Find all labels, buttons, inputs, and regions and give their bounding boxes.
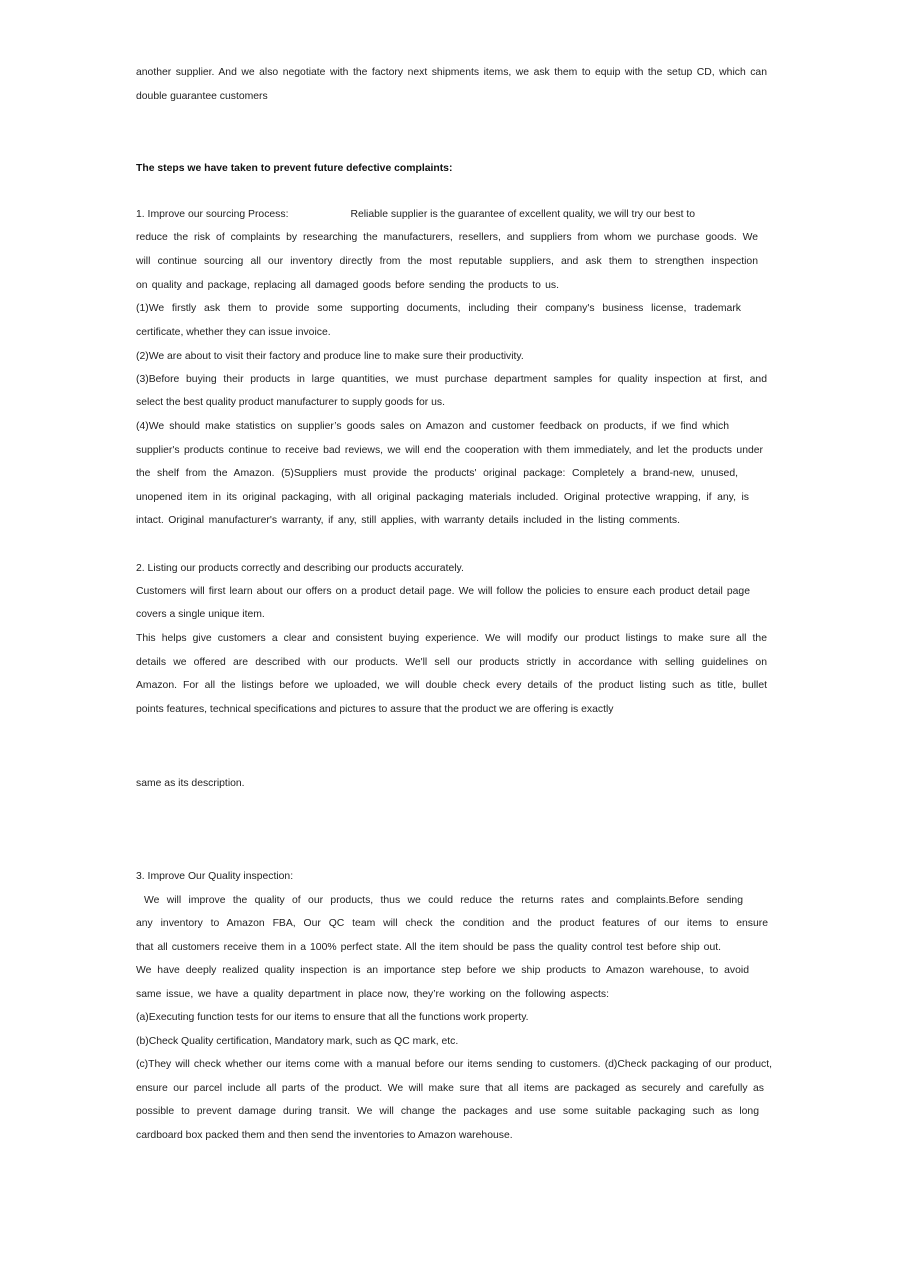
intro-line-1: another supplier. And we also negotiate with the factory next shipments items, we ask them to equip with the setup CD, which can (136, 67, 767, 78)
section1-first-line (136, 208, 695, 222)
section-heading: The steps we have taken to prevent future defective complaints: (136, 163, 453, 174)
section1-line: Reliable supplier is the guarantee of excellent quality, we will try our best to (350, 209, 696, 220)
section2-line: details we offered are described with our products. We'll sell our products strictly in accordance with selling guidelines on (136, 657, 767, 668)
section1-line: (4)We should make statistics on supplier’s goods sales on Amazon and customer feedback on products, if we find which (136, 421, 729, 432)
section3-line: We have deeply realized quality inspection is an importance step before we ship products to Amazon warehouse, to avoid (136, 965, 749, 976)
section1-title: 1. Improve our sourcing Process: (136, 209, 289, 220)
section3-line: (b)Check Quality certification, Mandatory mark, such as QC mark, etc. (136, 1036, 459, 1047)
section1-line: certificate, whether they can issue invoice. (136, 327, 331, 338)
section1-line: the shelf from the Amazon. (5)Suppliers must provide the products' original package: Completely a brand-new, unused, (136, 468, 738, 479)
section3-line: (c)They will check whether our items come with a manual before our items sending to customers. (d)Check packaging of our product, (136, 1059, 772, 1070)
section2-line: This helps give customers a clear and consistent buying experience. We will modify our product listings to make sure all the (136, 633, 767, 644)
section1-line: select the best quality product manufacturer to supply goods for us. (136, 397, 446, 408)
section3-line: any inventory to Amazon FBA, Our QC team will check the condition and the product features of our items to ensure (136, 918, 768, 929)
section3-line: cardboard box packed them and then send the inventories to Amazon warehouse. (136, 1130, 513, 1141)
section3-line: that all customers receive them in a 100% perfect state. All the item should be pass the quality control test before ship out. (136, 942, 721, 953)
section3-line: possible to prevent damage during transit. We will change the packages and use some suitable packaging such as long (136, 1106, 759, 1117)
section1-line: intact. Original manufacturer's warranty, if any, still applies, with warranty details included in the listing comments. (136, 515, 680, 526)
section2-title: 2. Listing our products correctly and describing our products accurately. (136, 563, 464, 574)
section2-line: Amazon. For all the listings before we uploaded, we will double check every details of the product listing such as title, bullet (136, 680, 767, 691)
section1-line: unopened item in its original packaging, with all original packaging materials included. Original protective wrapping, if any, is (136, 492, 749, 503)
section1-line: (3)Before buying their products in large quantities, we must purchase department samples for quality inspection at first, and (136, 374, 767, 385)
section2-line: Customers will first learn about our offers on a product detail page. We will follow the policies to ensure each product detail page (136, 586, 750, 597)
section3-title: 3. Improve Our Quality inspection: (136, 871, 294, 882)
section2-line: points features, technical specifications and pictures to assure that the product we are offering is exactly (136, 704, 614, 715)
section1-line: (1)We firstly ask them to provide some supporting documents, including their company's business license, trademark (136, 303, 741, 314)
section3-line: We will improve the quality of our products, thus we could reduce the returns rates and complaints.Before sending (144, 895, 743, 906)
section2-continued: same as its description. (136, 778, 245, 789)
section1-line: reduce the risk of complaints by researching the manufacturers, resellers, and suppliers from whom we purchase goods. We (136, 232, 758, 243)
section3-line: same issue, we have a quality department in place now, they’re working on the following aspects: (136, 989, 609, 1000)
section1-line: on quality and package, replacing all damaged goods before sending the products to us. (136, 280, 559, 291)
section3-line: ensure our parcel include all parts of the product. We will make sure that all items are packaged as securely and carefully as (136, 1083, 764, 1094)
section2-line: covers a single unique item. (136, 609, 265, 620)
section1-line: supplier's products continue to receive bad reviews, we will end the cooperation with them immediately, and let the products under (136, 445, 763, 456)
section1-line: (2)We are about to visit their factory and produce line to make sure their productivity. (136, 351, 524, 362)
section3-line: (a)Executing function tests for our items to ensure that all the functions work property. (136, 1012, 529, 1023)
intro-line-2: double guarantee customers (136, 91, 268, 102)
section1-line: will continue sourcing all our inventory directly from the most reputable suppliers, and ask them to strengthen inspection (136, 256, 758, 267)
